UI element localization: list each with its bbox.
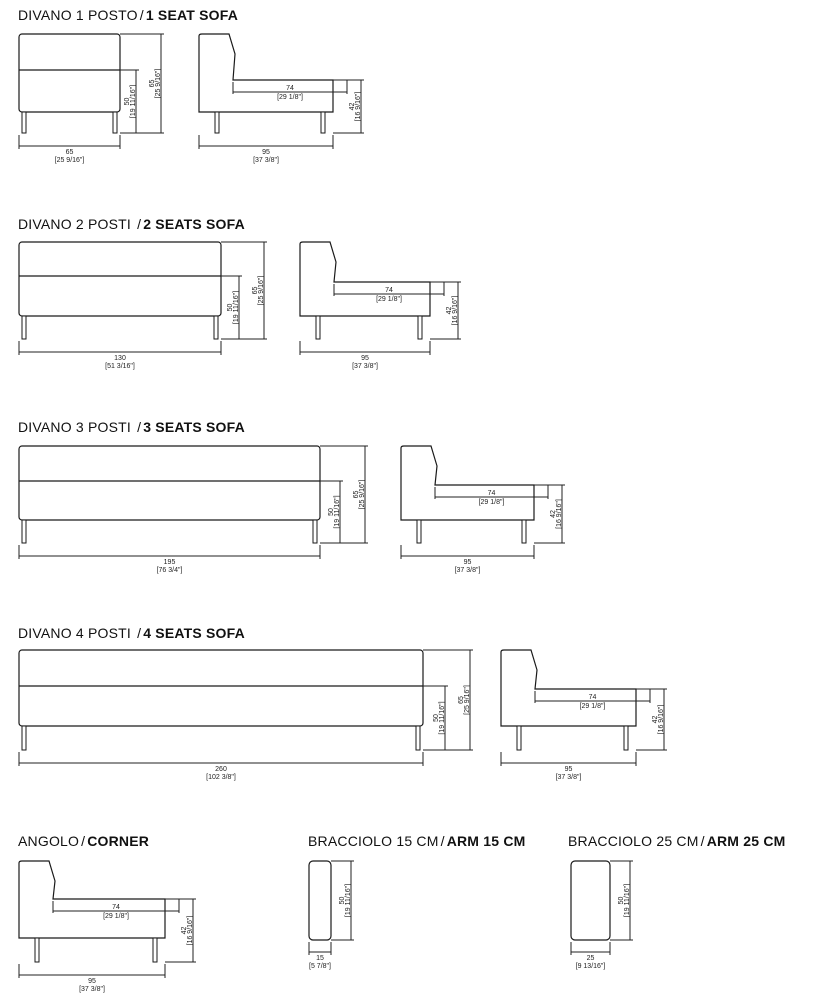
sofa-side-view-4 [501, 650, 667, 781]
section-title-arm-15: BRACCIOLO 15 CM / ARM 15 CM [308, 833, 526, 849]
dimension-value-in: [25 9/16"] [54, 157, 85, 164]
dimension-value-cm: 42 [652, 715, 659, 724]
section-title-1-seat: DIVANO 1 POSTO / 1 SEAT SOFA [18, 7, 239, 23]
dimension-value-cm: 42 [349, 102, 356, 111]
dimension-value-in: [37 3/8"] [352, 363, 378, 370]
sofa-front-outline [19, 446, 320, 520]
dimension-value-cm: 65 [458, 696, 465, 704]
dimension-value-cm: 42 [550, 510, 557, 518]
dimension-value-in: [16 9/16"] [187, 915, 194, 946]
dimension-value-in: [29 1/8"] [277, 94, 303, 101]
dimension-value-in: [76 3/4"] [156, 567, 183, 574]
sofa-leg [313, 520, 317, 543]
dimension-value-cm: 74 [286, 85, 294, 92]
sofa-leg [321, 112, 325, 133]
dimension-value-cm: 50 [227, 303, 234, 312]
arm-25-view [571, 861, 633, 970]
dimension-value-in: [19 11/16"] [624, 883, 631, 918]
dimension-value-in: [102 3/8"] [206, 774, 236, 781]
dimension-value-cm: 42 [181, 926, 188, 935]
section-title-3-seats: DIVANO 3 POSTI / 3 SEATS SOFA [18, 419, 245, 435]
sofa-front-view-4 [19, 650, 473, 781]
title-en: ARM 15 CM [446, 833, 526, 849]
sofa-front-outline [19, 650, 423, 726]
dimension-value-in: [37 3/8"] [454, 567, 481, 574]
dimension-value-in: [25 9/16"] [155, 68, 162, 99]
title-it: DIVANO 1 POSTO [18, 7, 138, 23]
sofa-side-outline [19, 861, 165, 938]
sofa-leg [624, 726, 628, 750]
dimension-value-cm: 50 [328, 508, 335, 516]
sofa-leg [215, 112, 219, 133]
arm-outline [571, 861, 610, 940]
sofa-leg [418, 316, 422, 339]
dimension-value-in: [19 11/16"] [130, 84, 137, 119]
section-title-2-seats: DIVANO 2 POSTI / 2 SEATS SOFA [18, 216, 245, 232]
dimension-value-cm: 74 [487, 490, 496, 497]
dimension-value-cm: 65 [252, 286, 259, 295]
dimension-value-in: [29 1/8"] [579, 703, 606, 710]
title-it: DIVANO 2 POSTI [18, 216, 132, 232]
dimension-value-in: [16 9/16"] [355, 91, 362, 122]
dimension-value-in: [19 11/16"] [233, 290, 240, 325]
dimension-value-cm: 50 [433, 714, 440, 722]
title-en: 4 SEATS SOFA [143, 625, 245, 641]
dimension-value-cm: 260 [215, 766, 227, 773]
dimension-value-cm: 65 [149, 79, 156, 88]
dimension-value-cm: 15 [316, 955, 324, 962]
dimension-value-cm: 50 [618, 896, 625, 905]
arm-15-view [309, 861, 354, 970]
title-en: 1 SEAT SOFA [145, 7, 239, 23]
arm-outline [309, 861, 331, 940]
dimension-value-cm: 195 [163, 559, 176, 566]
sofa-front-view-2 [19, 242, 267, 370]
dimension-value-cm: 74 [112, 904, 120, 911]
dimension-value-cm: 130 [114, 355, 126, 362]
dimension-value-in: [19 11/16"] [345, 883, 352, 918]
title-en: 3 SEATS SOFA [143, 419, 245, 435]
dimension-value-cm: 95 [88, 978, 96, 985]
sofa-side-outline [501, 650, 636, 726]
dimension-value-cm: 65 [353, 490, 360, 499]
sofa-side-outline [300, 242, 430, 316]
sofa-leg [35, 938, 39, 962]
dimension-value-in: [29 1/8"] [376, 296, 402, 303]
sofa-leg [22, 112, 26, 133]
dimension-value-in: [16 9/16"] [658, 704, 665, 735]
dimension-value-cm: 95 [361, 355, 369, 362]
dimension-value-in: [29 1/8"] [478, 499, 505, 506]
sofa-side-view-3 [401, 446, 565, 574]
dimension-value-cm: 74 [588, 694, 597, 701]
dimension-value-cm: 74 [385, 287, 393, 294]
sofa-side-outline [401, 446, 534, 520]
dimension-value-in: [37 3/8"] [253, 157, 279, 164]
dimension-value-cm: 95 [262, 149, 270, 156]
dimension-value-in: [9 13/16"] [575, 963, 606, 970]
dimension-value-cm: 50 [124, 97, 131, 106]
section-title-corner: ANGOLO / CORNER [18, 833, 150, 849]
sofa-front-outline [19, 242, 221, 316]
sofa-leg [316, 316, 320, 339]
section-title-4-seats: DIVANO 4 POSTI / 4 SEATS SOFA [18, 625, 245, 641]
dimension-value-cm: 50 [339, 896, 346, 905]
dimension-value-cm: 95 [564, 766, 573, 773]
sofa-leg [22, 316, 26, 339]
dimension-value-in: [37 3/8"] [79, 986, 105, 993]
dimension-value-in: [37 3/8"] [555, 774, 582, 781]
sofa-leg [517, 726, 521, 750]
dimension-value-in: [25 9/16"] [258, 275, 265, 306]
sofa-front-view-3 [19, 446, 368, 574]
sofa-side-outline [199, 34, 333, 112]
dimension-value-in: [16 9/16"] [452, 295, 459, 326]
dimension-value-in: [25 9/16"] [464, 685, 471, 715]
sofa-leg [214, 316, 218, 339]
title-it: DIVANO 3 POSTI [18, 419, 132, 435]
title-en: CORNER [87, 833, 150, 849]
title-it: BRACCIOLO 15 CM [308, 833, 439, 849]
dimension-value-cm: 25 [586, 955, 595, 962]
sofa-leg [22, 726, 26, 750]
sofa-leg [22, 520, 26, 543]
dimension-value-in: [5 7/8"] [309, 963, 331, 970]
dimension-value-cm: 95 [463, 559, 472, 566]
title-it: ANGOLO [18, 833, 80, 849]
dimension-value-in: [19 11/16"] [334, 495, 341, 529]
dimension-value-cm: 65 [65, 149, 74, 156]
title-it: BRACCIOLO 25 CM [568, 833, 699, 849]
corner-view [19, 861, 196, 993]
dimension-value-in: [51 3/16"] [105, 363, 135, 370]
sofa-side-view-1 [199, 34, 364, 164]
dimension-value-in: [29 1/8"] [103, 913, 129, 920]
section-title-arm-25: BRACCIOLO 25 CM / ARM 25 CM [568, 833, 786, 849]
dimension-value-in: [25 9/16"] [359, 479, 366, 510]
sofa-side-view-2 [300, 242, 461, 370]
sofa-leg [113, 112, 117, 133]
title-it: DIVANO 4 POSTI [18, 625, 132, 641]
sofa-front-view-1 [19, 34, 164, 164]
sofa-leg [417, 520, 421, 543]
sofa-leg [522, 520, 526, 543]
title-en: 2 SEATS SOFA [143, 216, 245, 232]
sofa-leg [153, 938, 157, 962]
dimension-value-in: [16 9/16"] [556, 499, 563, 529]
sofa-front-outline [19, 34, 120, 112]
dimension-value-in: [19 11/16"] [439, 701, 446, 735]
title-en: ARM 25 CM [706, 833, 786, 849]
dimension-value-cm: 42 [446, 306, 453, 315]
sofa-leg [416, 726, 420, 750]
